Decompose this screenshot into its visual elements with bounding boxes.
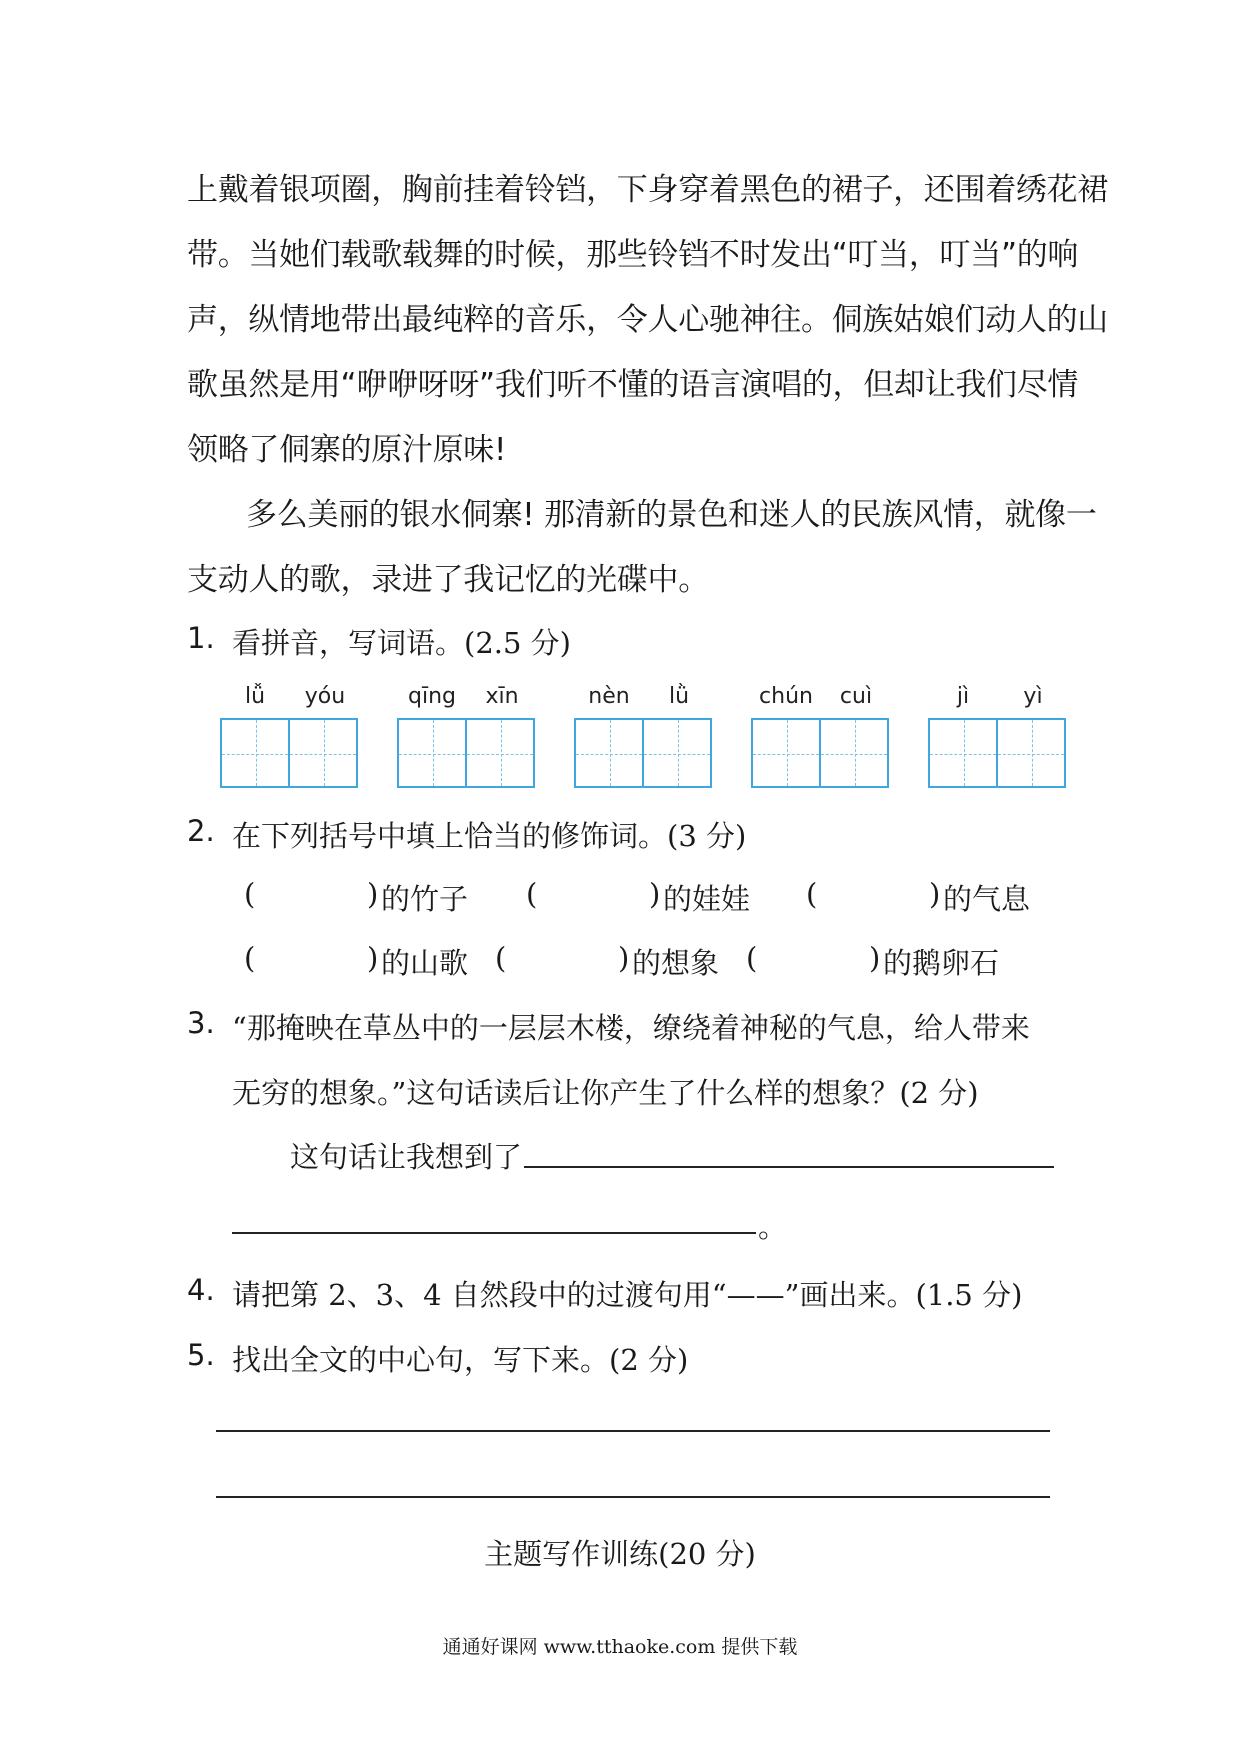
answer-line[interactable] bbox=[216, 1430, 1050, 1432]
close-paren: ) bbox=[869, 941, 881, 975]
q2-number: 2. bbox=[187, 814, 215, 848]
q4-number: 4. bbox=[187, 1273, 215, 1307]
pinyin-label: lǜ bbox=[668, 684, 690, 709]
q2-text: 在下列括号中填上恰当的修饰词。(3 分) bbox=[232, 819, 747, 853]
blank-input[interactable] bbox=[262, 877, 362, 911]
close-paren: ) bbox=[618, 941, 630, 975]
passage-line-5: 领略了侗寨的原汁原味! bbox=[187, 432, 507, 468]
q3-line2: 无穷的想象。”这句话读后让你产生了什么样的想象？(2 分) bbox=[232, 1076, 979, 1110]
char-box[interactable] bbox=[465, 718, 535, 788]
char-box[interactable] bbox=[288, 718, 358, 788]
answer-line[interactable] bbox=[524, 1166, 1054, 1168]
footer-text: 通通好课网 www.tthaoke.com 提供下载 bbox=[442, 1636, 798, 1658]
blank-suffix: 的娃娃 bbox=[663, 882, 751, 916]
open-paren: ( bbox=[495, 941, 507, 975]
open-paren: ( bbox=[526, 877, 538, 911]
pinyin-label: lǚ bbox=[244, 684, 266, 709]
pinyin-label: jì bbox=[956, 684, 970, 709]
char-box[interactable] bbox=[220, 718, 290, 788]
blank-suffix: 的想象 bbox=[632, 946, 720, 980]
blank-input[interactable] bbox=[544, 877, 644, 911]
q5-number: 5. bbox=[187, 1338, 215, 1372]
blank-suffix: 的竹子 bbox=[381, 882, 469, 916]
close-paren: ) bbox=[649, 877, 661, 911]
open-paren: ( bbox=[244, 941, 256, 975]
blank-suffix: 的鹅卵石 bbox=[883, 946, 1000, 980]
blank-input[interactable] bbox=[513, 941, 613, 975]
pinyin-label: cuì bbox=[839, 684, 873, 709]
blank-input[interactable] bbox=[764, 941, 864, 975]
passage-line-7: 支动人的歌，录进了我记忆的光碟中。 bbox=[187, 562, 709, 598]
char-box[interactable] bbox=[574, 718, 644, 788]
passage-line-2: 带。当她们载歌载舞的时候，那些铃铛不时发出“叮当，叮当”的响 bbox=[187, 237, 1079, 273]
char-box[interactable] bbox=[642, 718, 712, 788]
open-paren: ( bbox=[806, 877, 818, 911]
blank-suffix: 的气息 bbox=[943, 882, 1031, 916]
pinyin-label: nèn bbox=[588, 684, 630, 709]
pinyin-label: yì bbox=[1023, 684, 1043, 709]
open-paren: ( bbox=[244, 877, 256, 911]
close-paren: ) bbox=[929, 877, 941, 911]
passage-line-3: 声，纵情地带出最纯粹的音乐，令人心驰神往。侗族姑娘们动人的山 bbox=[187, 302, 1108, 338]
blank-suffix: 的山歌 bbox=[381, 946, 469, 980]
q3-answer-prefix: 这句话让我想到了 bbox=[290, 1140, 523, 1174]
open-paren: ( bbox=[746, 941, 758, 975]
char-box[interactable] bbox=[819, 718, 889, 788]
char-box[interactable] bbox=[928, 718, 998, 788]
char-box[interactable] bbox=[397, 718, 467, 788]
answer-line[interactable] bbox=[216, 1496, 1050, 1498]
q4-text: 请把第 2、3、4 自然段中的过渡句用“——”画出来。(1.5 分) bbox=[232, 1278, 1023, 1312]
close-paren: ) bbox=[367, 941, 379, 975]
pinyin-label: qīng bbox=[408, 684, 456, 709]
q3-period: 。 bbox=[758, 1210, 788, 1244]
q3-line1: “那掩映在草丛中的一层层木楼，缭绕着神秘的气息，给人带来 bbox=[232, 1011, 1030, 1045]
passage-line-4: 歌虽然是用“咿咿呀呀”我们听不懂的语言演唱的，但却让我们尽情 bbox=[187, 367, 1079, 403]
pinyin-label: yóu bbox=[304, 684, 346, 709]
char-box[interactable] bbox=[751, 718, 821, 788]
pinyin-label: chún bbox=[759, 684, 813, 709]
section-title: 主题写作训练(20 分) bbox=[484, 1537, 756, 1571]
char-box[interactable] bbox=[996, 718, 1066, 788]
close-paren: ) bbox=[367, 877, 379, 911]
passage-line-6: 多么美丽的银水侗寨! 那清新的景色和迷人的民族风情，就像一 bbox=[246, 497, 1097, 533]
q5-text: 找出全文的中心句，写下来。(2 分) bbox=[232, 1343, 689, 1377]
answer-line[interactable] bbox=[232, 1232, 756, 1234]
pinyin-label: xīn bbox=[485, 684, 519, 709]
q1-text: 看拼音，写词语。(2.5 分) bbox=[232, 626, 571, 660]
blank-input[interactable] bbox=[824, 877, 924, 911]
blank-input[interactable] bbox=[262, 941, 362, 975]
q3-number: 3. bbox=[187, 1006, 215, 1040]
q1-number: 1. bbox=[187, 621, 215, 655]
passage-line-1: 上戴着银项圈，胸前挂着铃铛，下身穿着黑色的裙子，还围着绣花裙 bbox=[187, 172, 1108, 208]
